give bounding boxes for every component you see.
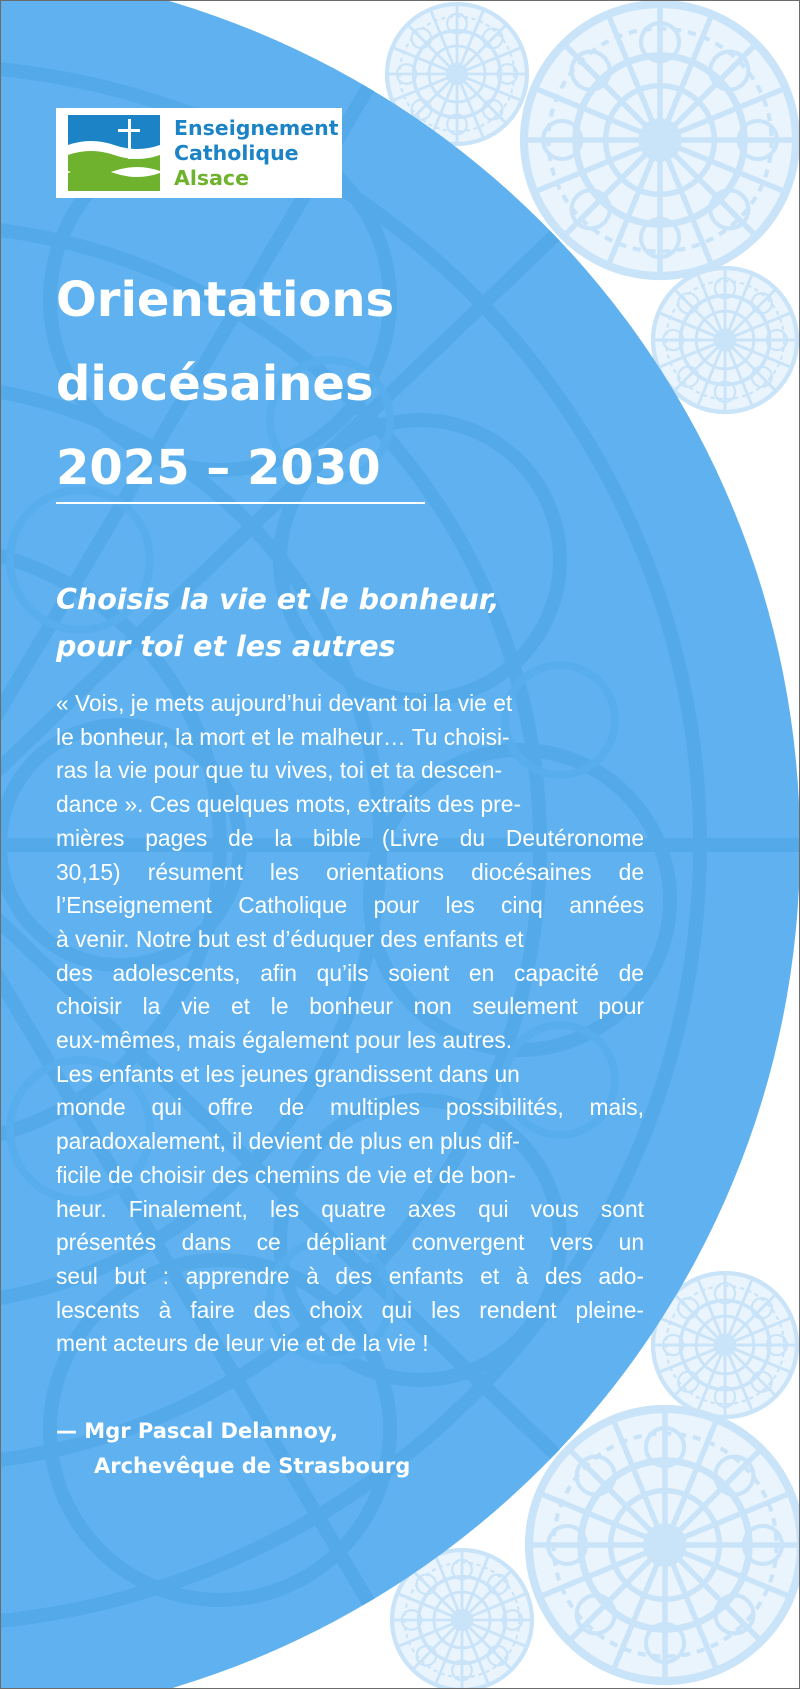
logo-line-2: Catholique <box>174 140 299 165</box>
body-line: paradoxalement, il devient de plus en plus dif- <box>56 1128 520 1155</box>
logo-text <box>174 116 339 191</box>
subtitle <box>56 576 636 670</box>
subtitle-line-2: pour toi et les autres <box>56 630 396 663</box>
body-line: lescents à faire des choix qui les rendent pleine- <box>56 1296 644 1323</box>
school-cross-waves-logo <box>68 115 160 191</box>
body-line: Les enfants et les jeunes grandissent dans un <box>56 1060 520 1087</box>
body-line: « Vois, je mets aujourd’hui devant toi la vie et <box>56 690 513 716</box>
body-line: le bonheur, la mort et le malheur… Tu choisi- <box>56 723 510 750</box>
signature-title: Archevêque de Strasbourg <box>94 1454 411 1478</box>
body-line: présentés dans ce dépliant convergent vers un <box>56 1229 644 1256</box>
body-line: eux-mêmes, mais également pour les autres. <box>56 1027 513 1054</box>
body-line: heur. Finalement, les quatre axes qui vous sont <box>56 1195 644 1222</box>
signature <box>56 1414 516 1484</box>
body-line: des adolescents, afin qu’ils soient en capacité de <box>56 959 644 986</box>
title-line-2: diocésaines <box>56 356 374 412</box>
body-line: l’Enseignement Catholique pour les cinq années <box>56 892 644 919</box>
body-line: ment acteurs de leur vie et de la vie ! <box>56 1330 429 1357</box>
title-divider <box>56 502 425 504</box>
body-line: ficile de choisir des chemins de vie et de bon- <box>56 1161 516 1188</box>
signature-name: — Mgr Pascal Delannoy, <box>56 1419 338 1443</box>
body-line: choisir la vie et le bonheur non seulement pour <box>56 993 644 1020</box>
logo <box>56 108 342 198</box>
body-text <box>56 687 644 1361</box>
page-title <box>56 258 616 510</box>
subtitle-line-1: Choisis la vie et le bonheur, <box>56 583 500 616</box>
body-line: ras la vie pour que tu vives, toi et ta descen- <box>56 757 503 784</box>
title-line-1: Orientations <box>56 272 395 328</box>
body-line: seul but : apprendre à des enfants et à des ado- <box>56 1262 644 1289</box>
logo-line-3: Alsace <box>174 165 249 190</box>
body-line: dance ». Ces quelques mots, extraits des pre- <box>56 791 522 818</box>
title-line-3: 2025 – 2030 <box>56 440 381 496</box>
body-line: 30,15) résument les orientations diocésaines de <box>56 858 644 885</box>
logo-line-1: Enseignement <box>174 115 339 140</box>
body-line: mières pages de la bible (Livre du Deutéronome <box>56 824 644 851</box>
body-line: à venir. Notre but est d’éduquer des enfants et <box>56 925 524 952</box>
body-line: monde qui offre de multiples possibilités, mais, <box>56 1094 644 1121</box>
